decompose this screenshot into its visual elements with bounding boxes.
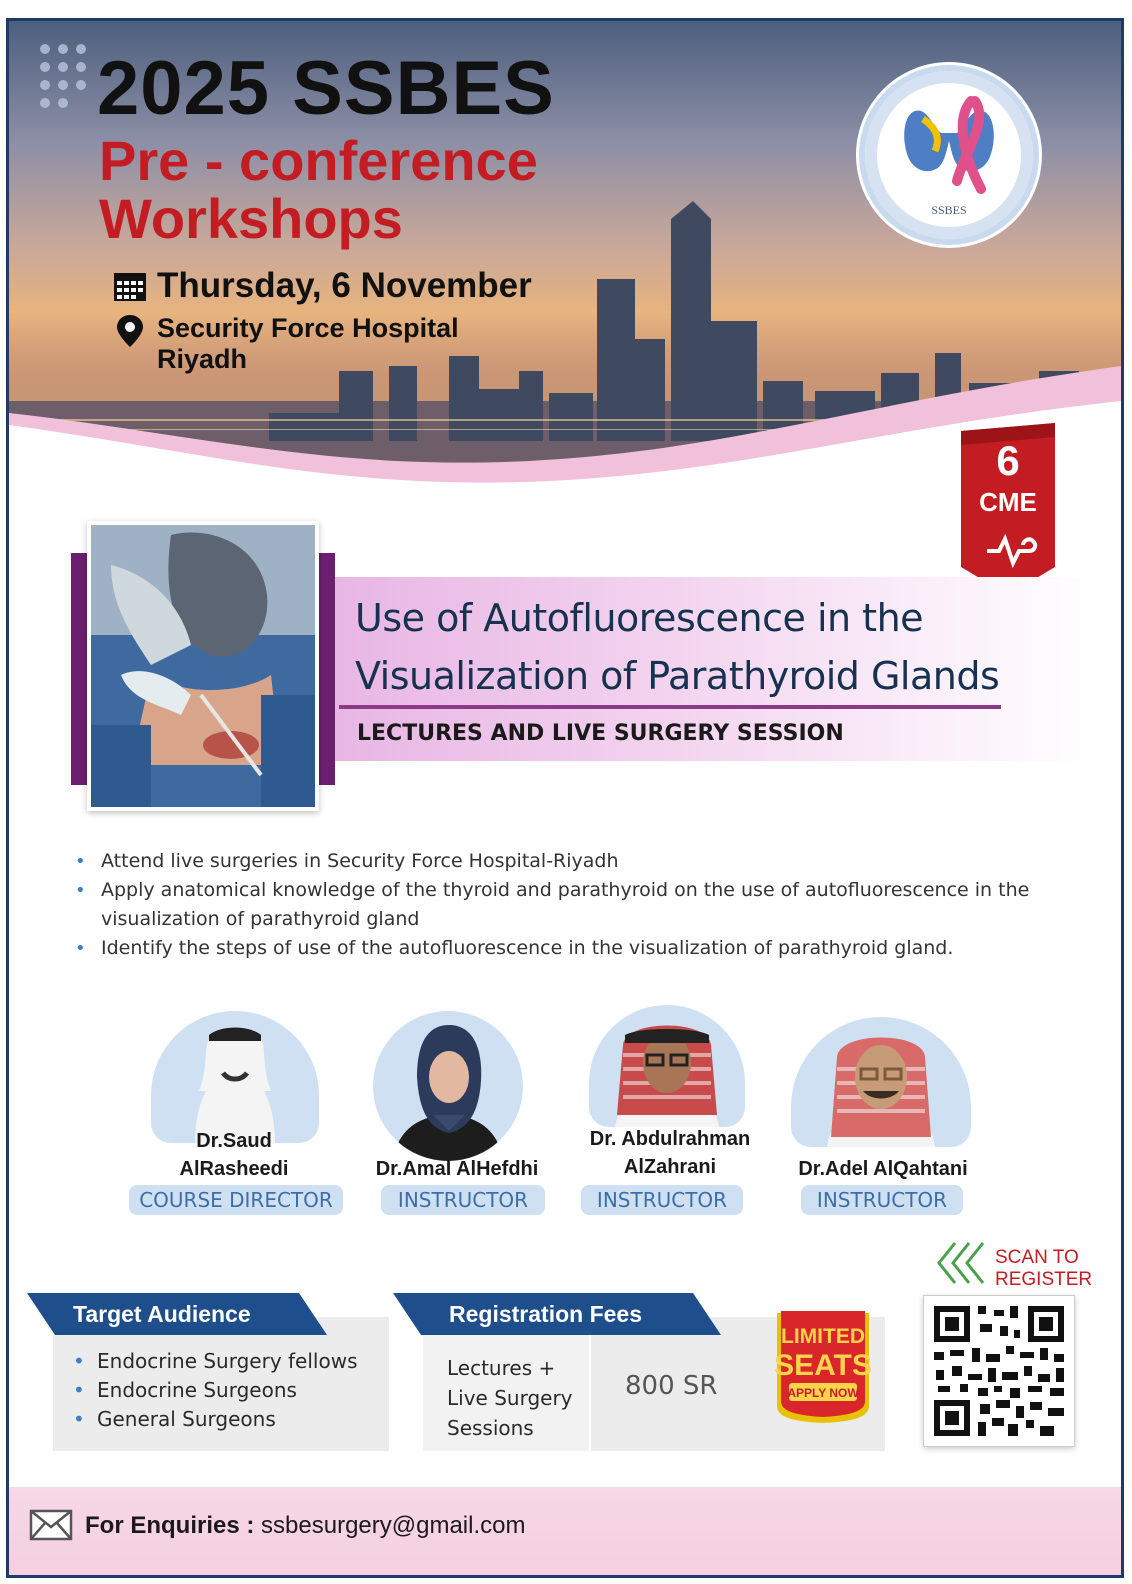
scan-line2: REGISTER <box>995 1269 1093 1290</box>
avatar <box>373 1011 523 1161</box>
chevron-left-icon <box>935 1241 989 1285</box>
fees-amount: 800 SR <box>625 1371 718 1401</box>
decorative-dots <box>37 41 97 111</box>
fees-desc-line3: Sessions <box>447 1416 534 1440</box>
audience-list <box>71 1347 358 1434</box>
avatar <box>791 1017 971 1147</box>
mail-icon <box>29 1509 73 1541</box>
event-title: 2025 SSBES <box>97 46 555 131</box>
speaker-name-line2: AlRasheedi <box>179 1158 289 1180</box>
speaker-role-badge: INSTRUCTOR <box>801 1185 963 1215</box>
speaker-role-badge: COURSE DIRECTOR <box>129 1185 343 1215</box>
list-item: • Endocrine Surgery fellows <box>71 1347 358 1376</box>
location-line1: Security Force Hospital <box>157 313 459 343</box>
ssbes-logo <box>859 65 1039 245</box>
fees-desc-line2: Live Surgery <box>447 1386 573 1410</box>
seats-line3: APPLY NOW <box>787 1386 859 1400</box>
cme-badge <box>957 417 1059 597</box>
fees-heading-tab <box>393 1293 721 1335</box>
cme-value: 6 <box>996 437 1020 484</box>
seats-line1: LIMITED <box>781 1325 865 1348</box>
audience-heading-tab <box>27 1293 327 1335</box>
audience-heading: Target Audience <box>73 1301 251 1327</box>
scan-to-register-label <box>995 1247 1092 1291</box>
fees-desc-line1: Lectures + <box>447 1356 556 1380</box>
speaker-name-line2: AlZahrani <box>623 1156 717 1178</box>
speaker-role-badge: INSTRUCTOR <box>381 1185 545 1215</box>
title-divider <box>339 705 1001 709</box>
avatar <box>589 1005 745 1127</box>
logo-text: SSBES <box>931 203 967 217</box>
event-date <box>113 266 532 306</box>
event-subtitle-line2: Workshops <box>99 187 403 250</box>
event-location <box>113 313 459 375</box>
list-item: • Endocrine Surgeons <box>71 1376 358 1405</box>
flyer <box>6 18 1124 1578</box>
workshop-title-line1: Use of Autofluorescence in the <box>355 596 924 640</box>
objectives-list <box>71 847 1061 963</box>
qr-code[interactable] <box>923 1295 1075 1447</box>
fees-description <box>447 1353 573 1443</box>
limited-seats-badge <box>771 1309 875 1425</box>
enquiries <box>85 1512 525 1540</box>
location-pin-icon <box>113 313 147 349</box>
location-line2: Riyadh <box>157 344 248 374</box>
session-label: LECTURES AND LIVE SURGERY SESSION <box>357 721 844 746</box>
scan-line1: SCAN TO <box>995 1247 1079 1268</box>
surgery-photo <box>87 521 319 811</box>
calendar-icon <box>113 270 147 302</box>
speaker-name-line1: Dr.Saud <box>196 1130 272 1152</box>
cme-label: CME <box>979 487 1037 517</box>
speaker-name-line2: Dr.Amal AlHefdhi <box>375 1158 539 1180</box>
fees-heading: Registration Fees <box>449 1301 642 1327</box>
seats-line2: SEATS <box>774 1349 872 1382</box>
speaker-name-line2: Dr.Adel AlQahtani <box>798 1158 968 1180</box>
workshop-title-line2: Visualization of Parathyroid Glands <box>355 654 1000 698</box>
list-item: • Apply anatomical knowledge of the thyroid and parathyroid on the use of autofluorescence in the visualization of parathyroid gland <box>71 876 1061 934</box>
list-item: • General Surgeons <box>71 1405 358 1434</box>
event-date-text: Thursday, 6 November <box>157 266 532 305</box>
enquiries-email[interactable]: ssbesurgery@gmail.com <box>261 1512 526 1539</box>
list-item: • Attend live surgeries in Security Force Hospital-Riyadh <box>71 847 1061 876</box>
workshop-title <box>355 589 1055 705</box>
speaker-name-line1: Dr. Abdulrahman <box>589 1128 751 1150</box>
list-item: • Identify the steps of use of the autofluorescence in the visualization of parathyroid gland. <box>71 934 1061 963</box>
avatar <box>151 1011 319 1143</box>
speaker-role-badge: INSTRUCTOR <box>581 1185 743 1215</box>
purple-accent-bar <box>71 553 87 785</box>
purple-accent-bar <box>319 553 335 785</box>
enquiries-label: For Enquiries : <box>85 1512 255 1539</box>
hero-banner <box>9 21 1121 491</box>
event-subtitle-line1: Pre - conference <box>99 129 538 192</box>
